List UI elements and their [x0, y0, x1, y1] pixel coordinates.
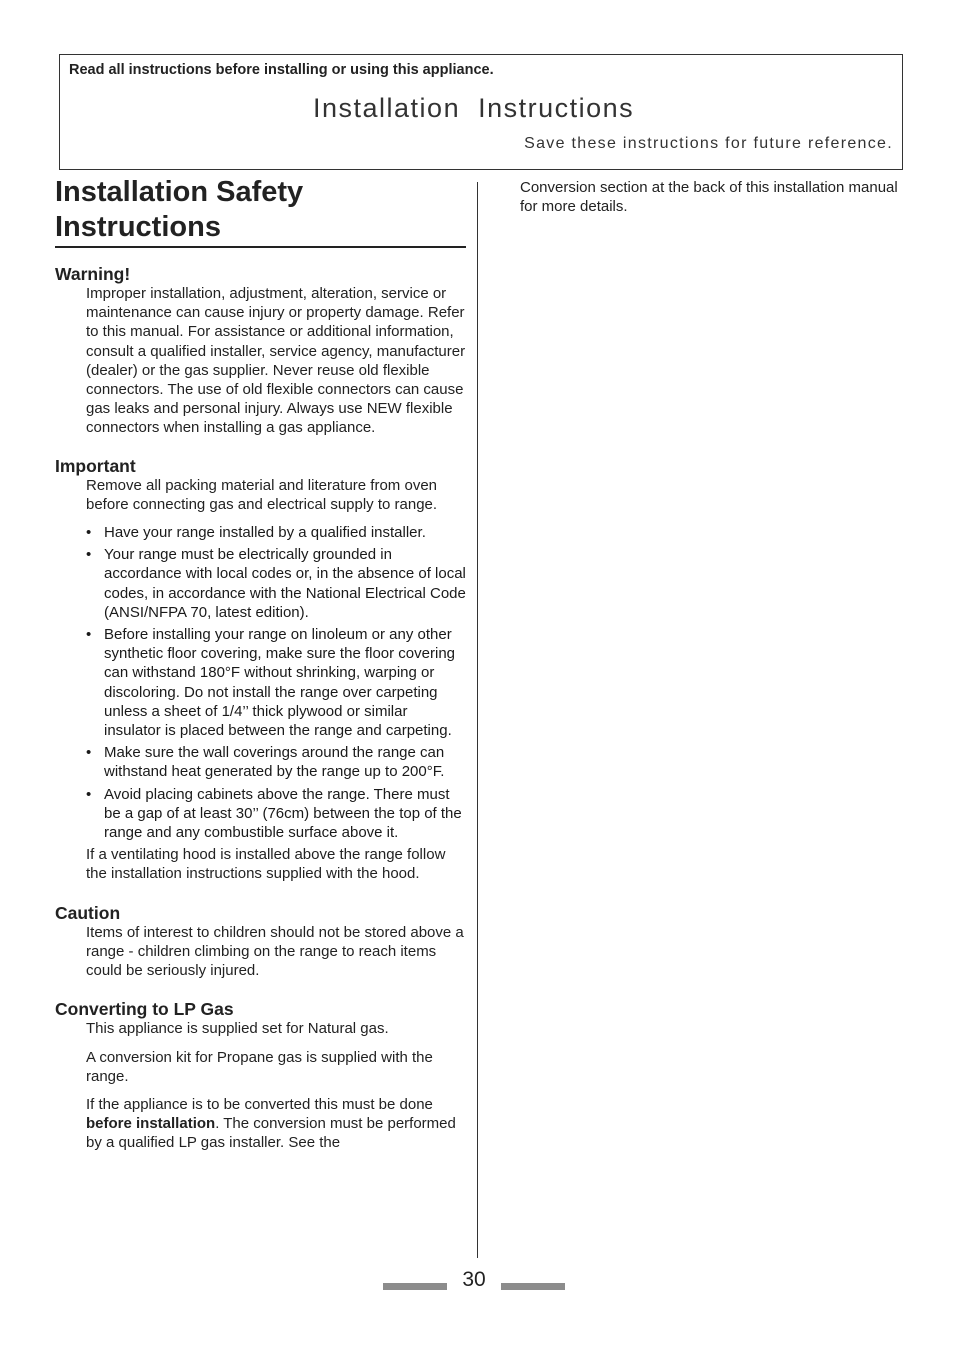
header-title: Installation Instructions	[313, 93, 635, 123]
lp-gas-p2: A conversion kit for Propane gas is supplied with the range.	[86, 1048, 433, 1085]
important-heading: Important	[55, 455, 136, 476]
important-outro: If a ventilating hood is installed above the range follow the installation instructions supplied with the hood.	[86, 846, 446, 883]
page-title	[55, 175, 466, 248]
lp-gas-p1: This appliance is supplied set for Natural gas.	[86, 1020, 389, 1038]
list-item: • Before installing your range on linoleum or any other synthetic floor covering, make sure the floor covering can withstand 180°F without shrinking, warping or discoloring. Do not install the range over carpeting unless a sheet of 1/4’’ thick plywood or similar insulator is placed between the range and carpeting.	[86, 625, 466, 740]
list-item: • Have your range installed by a qualified installer.	[86, 523, 466, 542]
header-save-note: Save these instructions for future reference.	[524, 135, 893, 152]
header-note: Read all instructions before installing or using this appliance.	[69, 62, 494, 78]
lp-gas-p3-bold: before installation	[86, 1115, 216, 1133]
page-title-line1: Installation Safety	[55, 176, 304, 208]
page-number: 30	[462, 1268, 486, 1291]
caution-text: Items of interest to children should not be stored above a range - children climbing on the range to reach items could be seriously injured.	[86, 923, 464, 980]
list-item: • Avoid placing cabinets above the range. There must be a gap of at least 30’’ (76cm) between the top of the range and any combustible surface above it.	[86, 785, 466, 843]
list-item: • Your range must be electrically grounded in accordance with local codes or, in the absence of local codes, in accordance with the National Electrical Code (ANSI/NFPA 70, latest edition).	[86, 545, 466, 622]
lp-gas-heading: Converting to LP Gas	[55, 999, 234, 1020]
column-divider	[477, 182, 478, 1258]
lp-gas-p3	[86, 1095, 466, 1153]
warning-text: Improper installation, adjustment, alteration, service or maintenance can cause injury or property damage. Refer to this manual. For assistance or additional information, consult a qualified installer, service agency, manufacturer (dealer) or the gas supplier. Never reuse old flexible connectors. The use of old flexible connectors can cause gas leaks and personal injury. Always use NEW flexible connectors when installing a gas appliance.	[86, 285, 466, 437]
page-title-line2: Instructions	[55, 211, 221, 243]
right-column-text: Conversion section at the back of this installation manual for more details.	[520, 179, 898, 216]
warning-heading: Warning!	[55, 264, 131, 284]
page-footer	[383, 1268, 565, 1294]
lp-gas-p3-before: If the appliance is to be converted this must be done	[86, 1095, 433, 1113]
important-bullet-list	[86, 523, 466, 842]
header-box	[59, 54, 903, 170]
list-item: • Make sure the wall coverings around the range can withstand heat generated by the range up to 200°F.	[86, 743, 466, 781]
important-intro: Remove all packing material and literature from oven before connecting gas and electrical supply to range.	[86, 476, 438, 513]
caution-heading: Caution	[55, 902, 121, 923]
left-column	[55, 175, 466, 1153]
lp-gas-p3-after: . The conversion must be performed by a qualified LP gas installer. See the	[86, 1115, 456, 1152]
footer-bar-right	[501, 1283, 565, 1290]
